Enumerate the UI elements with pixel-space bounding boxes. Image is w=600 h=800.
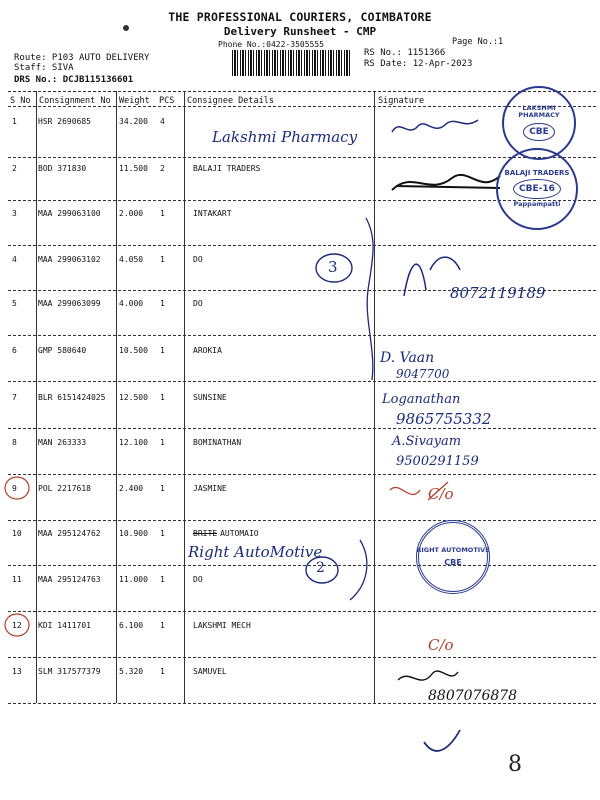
stamp-bottom-text: Pappampatti bbox=[513, 200, 561, 209]
row-consignment: HSR 2690685 bbox=[38, 117, 91, 126]
struck-text: BRITE bbox=[193, 529, 218, 538]
circled-number-3: 3 bbox=[328, 258, 338, 276]
row-12-circle bbox=[5, 614, 29, 636]
row-consignment: MAA 295124762 bbox=[38, 529, 101, 538]
row-consignment: BLR 6151424025 bbox=[38, 393, 106, 402]
handwritten-co-row9: C/o bbox=[428, 485, 454, 503]
document-subtitle: Delivery Runsheet - CMP bbox=[223, 25, 377, 38]
row-sno: 3 bbox=[12, 209, 17, 218]
stamp-side-text: CBE bbox=[444, 558, 462, 568]
row-consignee: DO bbox=[193, 299, 203, 308]
handwritten-phone-row13: 8807076878 bbox=[428, 688, 518, 704]
row-weight: 2.000 bbox=[119, 209, 144, 218]
row-pcs: 1 bbox=[160, 209, 165, 218]
staff-info: Staff: SIVA bbox=[14, 63, 74, 73]
row-sno: 12 bbox=[12, 621, 22, 630]
row-consignee: LAKSHMI MECH bbox=[193, 621, 251, 630]
row-pcs: 1 bbox=[160, 346, 165, 355]
row-consignment: MAA 299063102 bbox=[38, 255, 101, 264]
row-weight: 6.100 bbox=[119, 621, 144, 630]
handwritten-phone-row8: 9500291159 bbox=[396, 454, 479, 469]
company-phone: Phone No.:0422-3505555 bbox=[218, 40, 324, 49]
column-header-sno: S No bbox=[10, 96, 31, 106]
row-consignment: MAA 299063099 bbox=[38, 299, 101, 308]
row-weight: 34.200 bbox=[119, 117, 148, 126]
stamp-text bbox=[502, 105, 576, 141]
row-pcs: 1 bbox=[160, 393, 165, 402]
row-pcs: 1 bbox=[160, 255, 165, 264]
rs-number: RS No.: 1151366 bbox=[364, 48, 446, 58]
bracket-line-upper bbox=[366, 218, 373, 380]
row-weight: 4.000 bbox=[119, 299, 144, 308]
row-pcs: 1 bbox=[160, 484, 165, 493]
row-sno: 8 bbox=[12, 438, 17, 447]
consignee-name: AUTOMAIO bbox=[220, 529, 259, 538]
row-consignment: MAA 295124763 bbox=[38, 575, 101, 584]
row-consignment: KDI 1411701 bbox=[38, 621, 91, 630]
row-sno: 7 bbox=[12, 393, 17, 402]
stamp-center-text: CBE bbox=[523, 123, 555, 141]
punch-mark bbox=[123, 25, 129, 31]
signature-row13 bbox=[398, 671, 458, 680]
row-consignee: AROKIA bbox=[193, 346, 222, 355]
row-consignee: SAMUVEL bbox=[193, 667, 227, 676]
signature-row1 bbox=[392, 120, 478, 132]
route-info: Route: P103 AUTO DELIVERY bbox=[14, 53, 150, 63]
row-sno: 4 bbox=[12, 255, 17, 264]
circled-number-2: 2 bbox=[316, 560, 325, 576]
stamp-balaji-traders bbox=[496, 148, 578, 230]
drs-number: DRS No.: DCJB115136601 bbox=[14, 75, 134, 85]
stamp-text bbox=[505, 169, 570, 209]
handwritten-name-row8: A.Sivayam bbox=[392, 434, 462, 449]
signature-row2 bbox=[392, 175, 500, 190]
row-pcs: 1 bbox=[160, 575, 165, 584]
row-consignee: DO bbox=[193, 575, 203, 584]
handwritten-mark-8: 8 bbox=[508, 752, 522, 777]
stamp-text bbox=[416, 547, 489, 568]
row-weight: 4.050 bbox=[119, 255, 144, 264]
row-sno: 2 bbox=[12, 164, 17, 173]
stamp-right-automotive bbox=[416, 520, 490, 594]
row-consignee: JASMINE bbox=[193, 484, 227, 493]
row-sno: 6 bbox=[12, 346, 17, 355]
stamp-center-text: CBE-16 bbox=[513, 179, 561, 199]
row-consignment: GMP 580640 bbox=[38, 346, 87, 355]
row-weight: 11.500 bbox=[119, 164, 148, 173]
row-consignment: BOD 371830 bbox=[38, 164, 87, 173]
row-pcs: 4 bbox=[160, 117, 165, 126]
row-weight: 11.000 bbox=[119, 575, 148, 584]
row-consignee: BOMINATHAN bbox=[193, 438, 242, 447]
row-consignment: POL 2217618 bbox=[38, 484, 91, 493]
handwritten-phone-row6: 9047700 bbox=[396, 367, 450, 381]
column-header-signature: Signature bbox=[378, 96, 425, 106]
stamp-ring-text: BALAJI TRADERS bbox=[504, 169, 570, 178]
row-weight: 12.500 bbox=[119, 393, 148, 402]
rs-date: RS Date: 12-Apr-2023 bbox=[364, 59, 473, 69]
page-number: Page No.:1 bbox=[452, 37, 504, 47]
row-consignee: SUNSINE bbox=[193, 393, 227, 402]
row-pcs: 1 bbox=[160, 667, 165, 676]
row-sno: 9 bbox=[12, 484, 17, 493]
handwritten-name-row6: D. Vaan bbox=[380, 350, 435, 366]
row-consignee: INTAKART bbox=[193, 209, 232, 218]
handwritten-phone-row7: 9865755332 bbox=[396, 410, 492, 428]
row-sno: 11 bbox=[12, 575, 22, 584]
handwritten-name-row7: Loganathan bbox=[382, 392, 461, 407]
row-consignment: MAA 299063100 bbox=[38, 209, 101, 218]
row-pcs: 2 bbox=[160, 164, 165, 173]
stamp-ring-text: RIGHT AUTOMOTIVE bbox=[416, 545, 490, 554]
company-title: THE PROFESSIONAL COURIERS, COIMBATORE bbox=[168, 10, 432, 24]
row-9-circle bbox=[5, 477, 29, 499]
row-consignment: SLM 317577379 bbox=[38, 667, 101, 676]
row-sno: 10 bbox=[12, 529, 22, 538]
row-weight: 2.400 bbox=[119, 484, 144, 493]
row-pcs: 1 bbox=[160, 438, 165, 447]
column-header-weight: Weight bbox=[119, 96, 150, 106]
row-sno: 1 bbox=[12, 117, 17, 126]
row-weight: 12.100 bbox=[119, 438, 148, 447]
row-consignee: BALAJI TRADERS bbox=[193, 164, 261, 173]
row-pcs: 1 bbox=[160, 621, 165, 630]
column-header-pcs: PCS bbox=[159, 96, 175, 106]
closing-tick bbox=[424, 730, 460, 751]
bracket-line-lower bbox=[350, 540, 367, 600]
stamp-ring-text: LAKSHMI PHARMACY bbox=[518, 103, 560, 120]
column-header-consignee: Consignee Details bbox=[187, 96, 274, 106]
handwritten-consignee-row10: Right AutoMotive bbox=[188, 543, 323, 561]
row-sno: 13 bbox=[12, 667, 22, 676]
row-weight: 10.500 bbox=[119, 346, 148, 355]
row-pcs: 1 bbox=[160, 529, 165, 538]
column-header-consignment: Consignment No bbox=[39, 96, 111, 106]
handwritten-consignee-row1: Lakshmi Pharmacy bbox=[212, 128, 358, 146]
row-weight: 5.320 bbox=[119, 667, 144, 676]
row-consignee: DO bbox=[193, 255, 203, 264]
handwritten-co-row12: C/o bbox=[428, 636, 454, 654]
handwritten-phone-row5: 8072119189 bbox=[450, 284, 546, 302]
row-weight: 10.900 bbox=[119, 529, 148, 538]
row-pcs: 1 bbox=[160, 299, 165, 308]
row-consignment: MAN 263333 bbox=[38, 438, 87, 447]
row-sno: 5 bbox=[12, 299, 17, 308]
